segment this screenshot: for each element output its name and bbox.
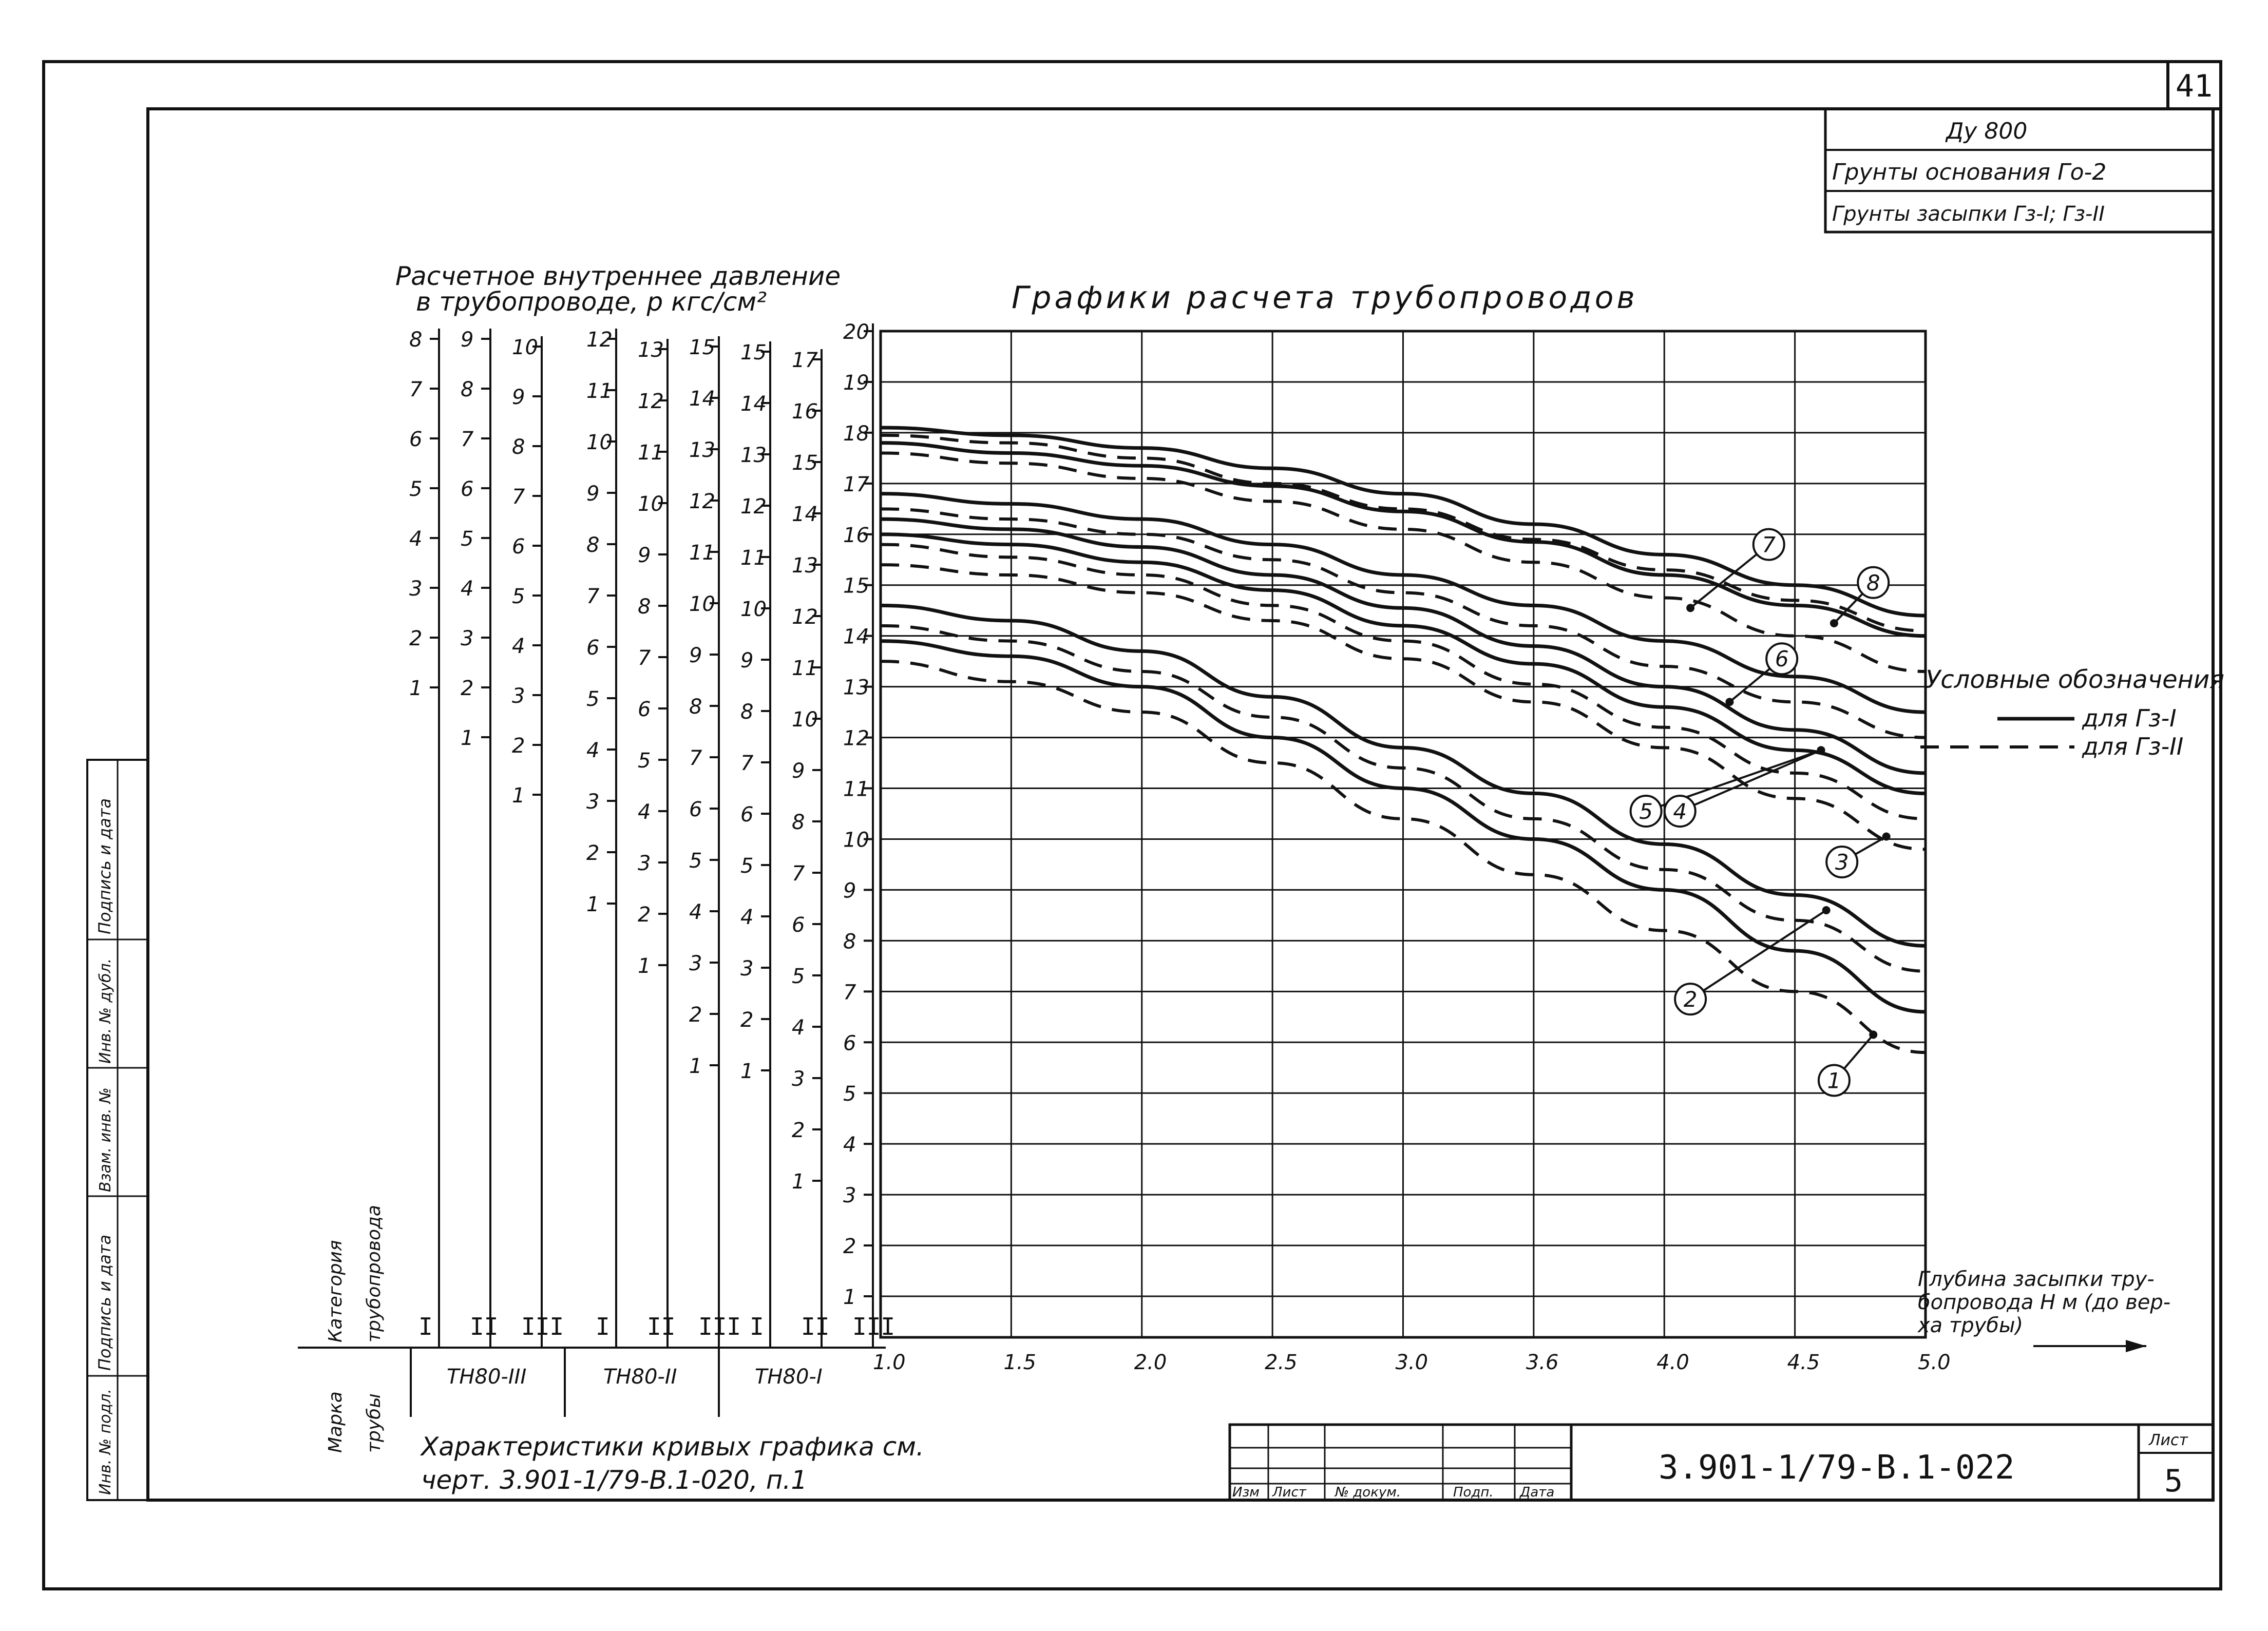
x-axis-title-line2: бопровода Н м (до вер- [1918,1291,2171,1314]
scale-tick-label: 5 [638,749,651,773]
x-tick-label: 4.0 [1656,1351,1689,1374]
scale-tick-label: 10 [843,828,869,852]
tb-col-sheet: Лист [1272,1485,1306,1500]
x-tick-label: 1.0 [873,1351,906,1374]
scale-tick-label: 10 [638,492,664,516]
scale-tick-label: 4 [638,800,651,824]
inner-frame [148,109,2213,1500]
scale-tick-label: 1 [792,1170,805,1194]
scale-tick-label: 10 [740,598,767,621]
callout-label: 2 [1683,987,1698,1012]
legend-solid-label: для Гз-I [2082,704,2177,732]
scale-tick-label: 11 [586,379,613,403]
scale-tick-label: 6 [689,798,702,821]
scale-tick-label: 3 [740,957,754,981]
scale-tick-label: 14 [689,387,715,411]
scale-tick-label: 6 [740,803,754,827]
scale-tick-label: 11 [740,546,767,570]
scale-tick-label: 2 [689,1003,702,1027]
scale-tick-label: 4 [586,739,600,762]
scale-tick-label: 20 [843,320,869,344]
scale-tick-label: 9 [512,386,525,409]
scale-tick-label: 11 [638,441,664,465]
scale-tick-label: 1 [512,784,525,808]
tb-sheet-label: Лист [2149,1431,2188,1449]
scale-tick-label: 6 [792,913,805,937]
scale-category-label: I [596,1313,610,1340]
scale-category-label: II [470,1313,499,1340]
scale-tick-label: 11 [843,777,869,801]
callout-label: 7 [1762,532,1776,558]
category-label-line1: Категория [325,1240,346,1342]
header-backfill-soil: Грунты засыпки Гз-I; Гз-II [1832,202,2105,226]
legend [1920,665,2224,760]
scale-tick-label: 13 [740,444,767,467]
scale-tick-label: 3 [409,577,423,601]
stamp-label-4: Подпись и дата [95,1234,115,1371]
scale-tick-label: 4 [512,635,525,658]
callout-dot [1686,604,1694,612]
x-tick-label: 1.5 [1003,1351,1036,1374]
scale-tick-label: 7 [689,746,702,770]
pipe-mark-2: ТН80-II [603,1365,677,1389]
scale-tick-label: 12 [586,328,613,352]
callout-dot [1869,1030,1877,1039]
scale-tick-label: 8 [586,533,600,557]
callout-label: 8 [1866,570,1880,596]
curve-callouts [1631,529,1891,1096]
scale-tick-label: 13 [843,676,869,700]
scale-tick-label: 14 [843,625,869,649]
x-tick-label: 4.5 [1787,1351,1820,1374]
stamp-label-1: Подпись и дата [95,798,115,934]
callout-leader [1680,750,1821,811]
tb-col-change: Изм [1232,1485,1260,1500]
scale-tick-label: 1 [740,1060,754,1083]
header-diameter: Ду 800 [1946,118,2028,144]
scale-tick-label: 13 [792,554,818,578]
scale-tick-label: 1 [409,677,423,700]
scale-tick-label: 3 [512,684,525,708]
plot-grid [873,331,1951,1374]
scale-tick-label: 4 [689,900,702,924]
scale-tick-label: 16 [792,400,818,424]
scale-tick-label: 5 [792,965,805,988]
scale-tick-label: 7 [512,485,525,509]
scale-tick-label: 1 [689,1054,702,1078]
scale-tick-label: 7 [792,862,805,886]
pipe-mark-1: ТН80-III [447,1365,527,1389]
scale-tick-label: 9 [689,644,702,667]
scale-tick-label: 3 [638,852,651,875]
scale-tick-label: 9 [461,328,474,352]
x-tick-label: 3.6 [1526,1351,1559,1374]
scale-tick-label: 7 [409,378,423,401]
category-label-line2: трубопровода [364,1205,385,1342]
tb-sheet-number: 5 [2164,1463,2183,1499]
x-tick-label: 2.0 [1134,1351,1167,1374]
scale-tick-label: 2 [843,1235,856,1259]
tb-col-date: Дата [1520,1485,1555,1500]
chart-title: Графики расчета трубопроводов [1012,280,1638,316]
scale-tick-label: 3 [461,627,474,650]
scale-tick-label: 12 [740,495,767,519]
tb-col-doc: № докум. [1335,1485,1401,1500]
scale-tick-label: 19 [843,371,869,395]
scale-tick-label: 16 [843,523,869,547]
scale-tick-label: 5 [740,854,754,878]
scale-tick-label: 15 [740,341,767,364]
scale-tick-label: 8 [843,930,856,954]
x-tick-label: 2.5 [1265,1351,1298,1374]
scale-tick-label: 14 [792,503,818,526]
scale-category-label: III [521,1313,564,1340]
scale-tick-label: 5 [843,1082,856,1106]
scale-tick-label: 8 [689,695,702,719]
callout-label: 4 [1673,799,1687,824]
scale-category-label: III [698,1313,741,1340]
scale-tick-label: 10 [512,336,538,359]
scale-tick-label: 5 [689,849,702,873]
scale-tick-label: 2 [740,1008,754,1032]
scale-tick-label: 10 [792,708,818,732]
pressure-scales [409,320,895,1348]
scale-tick-label: 15 [689,336,715,359]
x-tick-label: 5.0 [1918,1351,1951,1374]
scale-tick-label: 5 [461,527,474,551]
scale-tick-label: 8 [512,435,525,459]
scale-tick-label: 12 [792,605,818,629]
title-block [1230,1425,2213,1500]
callout-dot [1882,833,1891,841]
scale-tick-label: 6 [409,428,423,451]
footnote-line2: черт. 3.901-1/79-В.1-020, п.1 [421,1465,808,1495]
callout-label: 1 [1827,1068,1841,1093]
stamp-label-3: Взам. инв. № [97,1087,115,1192]
scale-tick-label: 6 [586,636,600,660]
scale-tick-label: 17 [792,349,818,372]
scale-tick-label: 10 [586,431,613,454]
scale-tick-label: 4 [843,1133,856,1157]
callout-dot [1725,698,1733,706]
scale-tick-label: 3 [689,952,702,975]
legend-dashed-label: для Гз-II [2082,733,2184,760]
scale-tick-label: 15 [792,451,818,475]
pipe-mark-label-line1: Марка [325,1391,346,1453]
corner-sheet-number: 41 [2175,68,2213,104]
tb-col-sign: Подп. [1453,1485,1494,1500]
left-axis-title-line1: Расчетное внутреннее давление [395,261,841,291]
scale-tick-label: 2 [409,627,423,650]
scale-category-label: I [750,1313,764,1340]
scale-tick-label: 11 [689,541,715,565]
scale-tick-label: 9 [586,482,600,506]
side-stamp [87,760,148,1500]
scale-category-label: II [647,1313,676,1340]
legend-title: Условные обозначения [1926,665,2225,694]
scale-tick-label: 13 [689,438,715,462]
scale-tick-label: 2 [638,903,651,927]
x-axis-title-line1: Глубина засыпки тру- [1918,1268,2155,1291]
footnote-line1: Характеристики кривых графика см. [421,1432,924,1462]
callout-label: 6 [1775,646,1789,672]
x-tick-label: 3.0 [1395,1351,1428,1374]
pipe-mark-label-line2: трубы [364,1393,385,1453]
scale-tick-label: 8 [461,378,474,401]
scale-tick-label: 1 [843,1285,856,1309]
tb-designation: 3.901-1/79-В.1-022 [1659,1449,2015,1487]
scale-tick-label: 9 [792,759,805,783]
callout-label: 5 [1639,799,1653,824]
scale-category-label: I [418,1313,433,1340]
scale-tick-label: 10 [689,592,715,616]
callout-dot [1817,746,1825,754]
callout-label: 3 [1835,850,1849,875]
scale-tick-label: 14 [740,392,767,416]
left-axis-title-line2: в трубопроводе, р кгс/см² [416,287,767,317]
scale-tick-label: 1 [461,726,474,750]
scale-tick-label: 8 [792,811,805,834]
scale-tick-label: 2 [461,677,474,700]
scale-category-label: III [852,1313,895,1340]
scale-tick-label: 4 [409,527,423,551]
scale-tick-label: 18 [843,421,869,446]
scale-tick-label: 7 [843,981,856,1005]
scale-tick-label: 2 [792,1119,805,1142]
scale-tick-label: 4 [792,1016,805,1040]
header-box [1825,109,2213,232]
scale-tick-label: 8 [740,700,754,724]
scale-tick-label: 4 [740,906,754,929]
x-axis-arrowhead [2126,1340,2146,1352]
x-axis-title-line3: ха трубы) [1918,1314,2024,1337]
scale-category-label: II [801,1313,830,1340]
pipe-mark-3: ТН80-I [755,1365,823,1389]
scale-tick-label: 1 [638,954,651,978]
scale-tick-label: 9 [638,544,651,567]
scale-tick-label: 12 [638,390,664,413]
scale-tick-label: 9 [843,879,856,903]
scale-tick-label: 7 [740,752,754,775]
scale-tick-label: 4 [461,577,474,601]
scale-tick-label: 6 [638,698,651,721]
scale-tick-label: 2 [512,734,525,758]
scale-tick-label: 6 [512,535,525,559]
scale-tick-label: 17 [843,472,869,496]
scale-tick-label: 8 [409,328,423,352]
scale-tick-label: 7 [461,428,474,451]
scale-tick-label: 12 [843,726,869,751]
scale-tick-label: 3 [792,1067,805,1091]
scale-tick-label: 5 [586,687,600,711]
scale-tick-label: 3 [843,1184,856,1208]
scale-tick-label: 7 [638,646,651,670]
scale-tick-label: 8 [638,595,651,619]
scale-tick-label: 5 [409,477,423,501]
scale-tick-label: 15 [843,574,869,598]
callout-dot [1822,906,1831,914]
scale-tick-label: 11 [792,657,818,680]
scale-tick-label: 5 [512,585,525,608]
header-base-soil: Грунты основания Гο-2 [1832,159,2107,185]
callout-leader [1690,910,1826,999]
callout-dot [1830,619,1838,627]
scale-tick-label: 2 [586,841,600,865]
scale-tick-label: 7 [586,585,600,608]
scale-tick-label: 9 [740,649,754,673]
stamp-label-5: Инв. № подл. [97,1389,115,1495]
scale-tick-label: 3 [586,790,600,814]
scale-tick-label: 6 [461,477,474,501]
stamp-label-2: Инв. № дубл. [97,958,115,1064]
scale-tick-label: 12 [689,490,715,513]
scale-tick-label: 13 [638,338,664,362]
scale-tick-label: 6 [843,1031,856,1056]
scale-tick-label: 1 [586,893,600,916]
